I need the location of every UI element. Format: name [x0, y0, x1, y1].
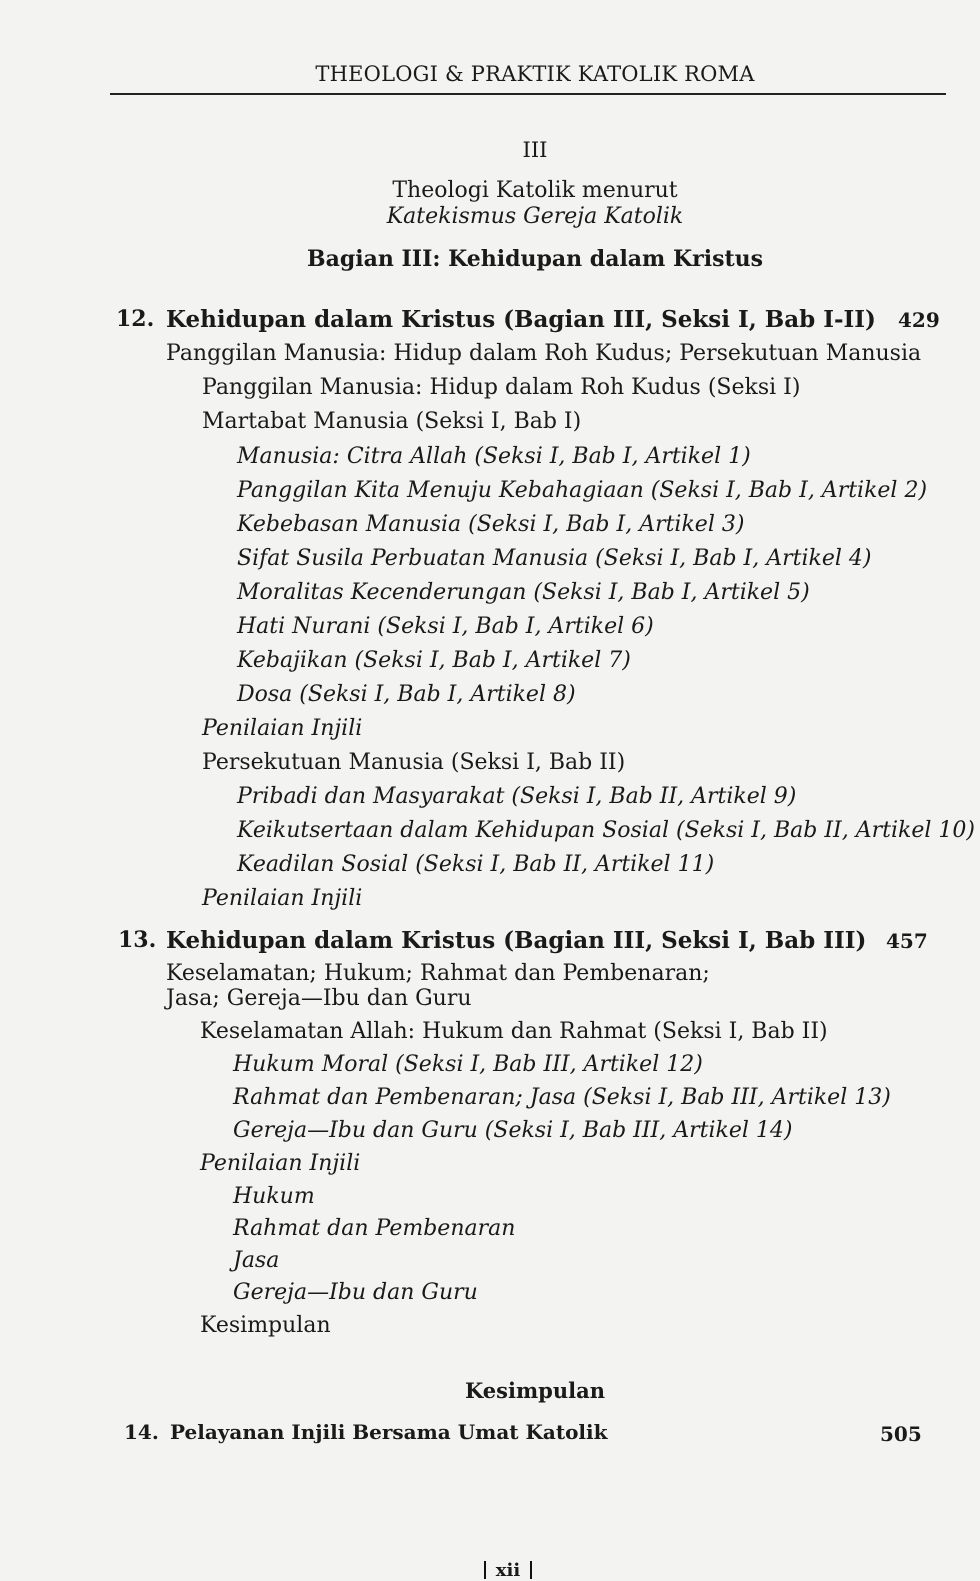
- toc-line: Gereja—Ibu dan Guru: [233, 1280, 478, 1305]
- chapter-14-title: Pelayanan Injili Bersama Umat Katolik: [170, 1420, 608, 1444]
- footer-bar-left: [484, 1561, 486, 1579]
- toc-line: Manusia: Citra Allah (Seksi I, Bab I, Artikel 1): [237, 444, 751, 469]
- toc-line: Jasa: [233, 1248, 280, 1273]
- toc-line: Penilaian Injili: [202, 716, 363, 741]
- toc-line: Gereja—Ibu dan Guru (Seksi I, Bab III, Artikel 14): [233, 1118, 793, 1143]
- toc-line: Keikutsertaan dalam Kehidupan Sosial (Seksi I, Bab II, Artikel 10): [237, 818, 975, 843]
- chapter-14-number: 14.: [124, 1420, 159, 1444]
- part-number: III: [522, 138, 548, 162]
- chapter-12-title: Kehidupan dalam Kristus (Bagian III, Seksi I, Bab I-II): [166, 306, 876, 333]
- toc-line: Keselamatan Allah: Hukum dan Rahmat (Seksi I, Bab II): [200, 1019, 828, 1044]
- toc-line: Jasa; Gereja—Ibu dan Guru: [166, 986, 472, 1011]
- toc-line: Martabat Manusia (Seksi I, Bab I): [202, 409, 582, 434]
- toc-line: Hati Nurani (Seksi I, Bab I, Artikel 6): [237, 614, 654, 639]
- header-rule: [110, 93, 946, 95]
- chapter-13-page: 457: [886, 929, 928, 953]
- part-title: Bagian III: Kehidupan dalam Kristus: [307, 246, 763, 272]
- chapter-12-page: 429: [898, 308, 940, 332]
- page-footer: [0, 1560, 980, 1581]
- toc-line: Dosa (Seksi I, Bab I, Artikel 8): [237, 682, 576, 707]
- chapter-13-title: Kehidupan dalam Kristus (Bagian III, Seksi I, Bab III): [166, 927, 867, 954]
- chapter-14-page: 505: [880, 1422, 922, 1446]
- toc-line: Kebajikan (Seksi I, Bab I, Artikel 7): [237, 648, 631, 673]
- toc-line: Pribadi dan Masyarakat (Seksi I, Bab II, Artikel 9): [237, 784, 797, 809]
- toc-line: Rahmat dan Pembenaran; Jasa (Seksi I, Bab III, Artikel 13): [233, 1085, 891, 1110]
- toc-line: Moralitas Kecenderungan (Seksi I, Bab I, Artikel 5): [237, 580, 810, 605]
- chapter-13-number: 13.: [118, 927, 157, 953]
- toc-line: Kebebasan Manusia (Seksi I, Bab I, Artikel 3): [237, 512, 745, 537]
- toc-line: Penilaian Injili: [200, 1151, 361, 1176]
- toc-line: Penilaian Injili: [202, 886, 363, 911]
- toc-line: Persekutuan Manusia (Seksi I, Bab II): [202, 750, 626, 775]
- toc-line: Hukum: [233, 1184, 315, 1209]
- footer-page-number: xii: [495, 1560, 521, 1581]
- part-subtitle-line2: Katekismus Gereja Katolik: [386, 204, 684, 229]
- chapter-12-number: 12.: [116, 306, 155, 332]
- running-header: THEOLOGI & PRAKTIK KATOLIK ROMA: [315, 62, 755, 86]
- toc-line: Rahmat dan Pembenaran: [233, 1216, 516, 1241]
- toc-line: Panggilan Manusia: Hidup dalam Roh Kudus (Seksi I): [202, 375, 801, 400]
- toc-line: Kesimpulan: [200, 1313, 331, 1338]
- toc-line: Keselamatan; Hukum; Rahmat dan Pembenaran;: [166, 961, 710, 986]
- toc-line: Panggilan Kita Menuju Kebahagiaan (Seksi I, Bab I, Artikel 2): [237, 478, 928, 503]
- part-subtitle-line1: Theologi Katolik menurut: [392, 178, 678, 203]
- toc-line: Sifat Susila Perbuatan Manusia (Seksi I, Bab I, Artikel 4): [237, 546, 872, 571]
- toc-line: Keadilan Sosial (Seksi I, Bab II, Artikel 11): [237, 852, 715, 877]
- footer-bar-right: [530, 1561, 532, 1579]
- toc-line: Hukum Moral (Seksi I, Bab III, Artikel 12): [233, 1052, 703, 1077]
- conclusion-title: Kesimpulan: [465, 1378, 605, 1403]
- toc-line: Panggilan Manusia: Hidup dalam Roh Kudus; Persekutuan Manusia: [166, 341, 922, 366]
